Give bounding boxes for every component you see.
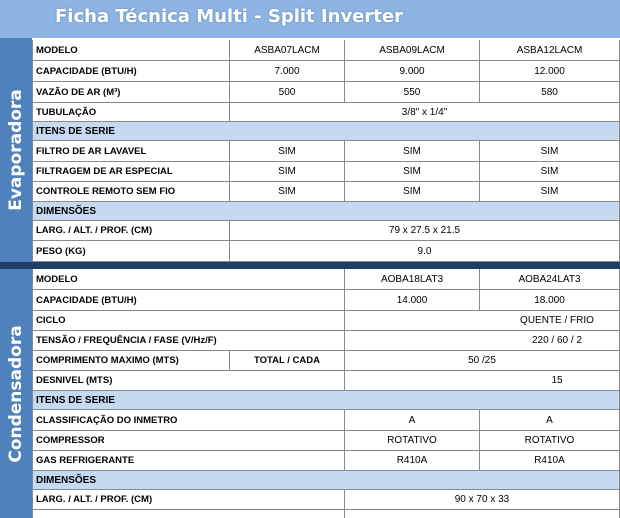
cond-compressor-row (32, 431, 620, 451)
evap-itens-header: ITENS DE SERIE (32, 122, 620, 141)
evap-capacidade-value-1: 7.000 (230, 61, 345, 82)
cond-comprimento-label: COMPRIMENTO MAXIMO (MTS) (32, 351, 230, 371)
cond-dimensoes-header-row (32, 471, 620, 490)
cond-ciclo-value: QUENTE / FRIO (345, 311, 620, 331)
cond-classificacao-value-1: A (345, 410, 480, 431)
evap-itens-header-row (32, 122, 620, 141)
cond-ciclo-label: CICLO (32, 311, 345, 331)
cond-capacidade-value-2: 18.000 (480, 290, 620, 311)
cond-dimensoes-header: DIMENSÕES (32, 471, 620, 490)
cond-cut-cell-2 (345, 510, 620, 518)
evaporadora-side-panel (0, 38, 32, 262)
evap-controle-row (32, 182, 620, 202)
evap-vazao-value-1: 500 (230, 82, 345, 103)
evap-vazao-value-3: 580 (480, 82, 620, 103)
evap-filtro-value-1: SIM (230, 141, 345, 162)
cond-gas-value-1: R410A (345, 451, 480, 471)
evap-modelo-row (32, 40, 620, 61)
cond-comprimento-row (32, 351, 620, 371)
cond-capacidade-row (32, 290, 620, 311)
cond-classificacao-value-2: A (480, 410, 620, 431)
cond-classificacao-label: CLASSIFICAÇÃO DO INMETRO (32, 410, 345, 431)
evap-vazao-label: VAZÃO DE AR (M³) (32, 82, 230, 103)
evap-peso-label: PESO (KG) (32, 241, 230, 262)
evap-filtro-label: FILTRO DE AR LAVAVEL (32, 141, 230, 162)
cond-desnivel-value: 15 (345, 371, 620, 391)
title-bar (0, 0, 620, 38)
cond-tensao-value: 220 / 60 / 2 (345, 331, 620, 351)
cond-gas-value-2: R410A (480, 451, 620, 471)
evap-filtragem-value-2: SIM (345, 162, 480, 182)
cond-ciclo-row (32, 311, 620, 331)
evap-capacidade-value-3: 12.000 (480, 61, 620, 82)
cond-modelo-row (32, 269, 620, 290)
cond-modelo-value-1: AOBA18LAT3 (345, 269, 480, 290)
cond-comprimento-value: 50 /25 (345, 351, 620, 371)
evap-peso-value: 9.0 (230, 241, 620, 262)
cond-tensao-row (32, 331, 620, 351)
evap-capacidade-value-2: 9.000 (345, 61, 480, 82)
cond-compressor-value-1: ROTATIVO (345, 431, 480, 451)
evap-filtragem-value-3: SIM (480, 162, 620, 182)
evap-filtro-value-2: SIM (345, 141, 480, 162)
cond-classificacao-row (32, 410, 620, 431)
evap-vazao-row (32, 82, 620, 103)
evap-filtro-value-3: SIM (480, 141, 620, 162)
evap-modelo-value-2: ASBA09LACM (345, 40, 480, 61)
cond-desnivel-label: DESNIVEL (MTS) (32, 371, 345, 391)
evap-controle-label: CONTROLE REMOTO SEM FIO (32, 182, 230, 202)
cond-desnivel-row (32, 371, 620, 391)
cond-tensao-label: TENSÃO / FREQUÊNCIA / FASE (V/Hz/F) (32, 331, 345, 351)
evap-controle-value-1: SIM (230, 182, 345, 202)
evap-dimensoes-header-row (32, 202, 620, 221)
evap-tubulacao-row (32, 103, 620, 122)
evap-modelo-label: MODELO (32, 40, 230, 61)
evap-capacidade-label: CAPACIDADE (BTU/H) (32, 61, 230, 82)
cond-modelo-value-2: AOBA24LAT3 (480, 269, 620, 290)
evap-filtro-row (32, 141, 620, 162)
evap-modelo-value-3: ASBA12LACM (480, 40, 620, 61)
cond-dimensoes-row (32, 490, 620, 510)
cond-cut-row (32, 510, 620, 518)
evap-dimensoes-value: 79 x 27.5 x 21.5 (230, 221, 620, 241)
evap-tubulacao-label: TUBULAÇÃO (32, 103, 230, 122)
cond-comprimento-sublabel: TOTAL / CADA (230, 351, 345, 371)
evap-dimensoes-header: DIMENSÕES (32, 202, 620, 221)
cond-itens-header-row (32, 391, 620, 410)
condensadora-side-panel (0, 269, 32, 518)
evap-peso-row (32, 241, 620, 262)
evap-filtragem-row (32, 162, 620, 182)
cond-modelo-label: MODELO (32, 269, 345, 290)
evap-filtragem-label: FILTRAGEM DE AR ESPECIAL (32, 162, 230, 182)
cond-dimensoes-value: 90 x 70 x 33 (345, 490, 620, 510)
cond-capacidade-label: CAPACIDADE (BTU/H) (32, 290, 345, 311)
cond-itens-header: ITENS DE SERIE (32, 391, 620, 410)
evaporadora-side-label: Evaporadora (6, 89, 26, 211)
section-divider (0, 262, 620, 269)
cond-dimensoes-label: LARG. / ALT. / PROF. (CM) (32, 490, 345, 510)
cond-compressor-label: COMPRESSOR (32, 431, 345, 451)
evap-capacidade-row (32, 61, 620, 82)
condensadora-side-label: Condensadora (6, 324, 26, 463)
cond-gas-row (32, 451, 620, 471)
evap-controle-value-2: SIM (345, 182, 480, 202)
evap-modelo-value-1: ASBA07LACM (230, 40, 345, 61)
evap-controle-value-3: SIM (480, 182, 620, 202)
evap-filtragem-value-1: SIM (230, 162, 345, 182)
page-title: Ficha Técnica Multi - Split Inverter (55, 6, 403, 27)
evap-vazao-value-2: 550 (345, 82, 480, 103)
cond-compressor-value-2: ROTATIVO (480, 431, 620, 451)
cond-cut-cell-1 (32, 510, 345, 518)
evap-dimensoes-label: LARG. / ALT. / PROF. (CM) (32, 221, 230, 241)
cond-capacidade-value-1: 14.000 (345, 290, 480, 311)
evap-dimensoes-row (32, 221, 620, 241)
cond-gas-label: GAS REFRIGERANTE (32, 451, 345, 471)
evap-tubulacao-value: 3/8" x 1/4" (230, 103, 620, 122)
